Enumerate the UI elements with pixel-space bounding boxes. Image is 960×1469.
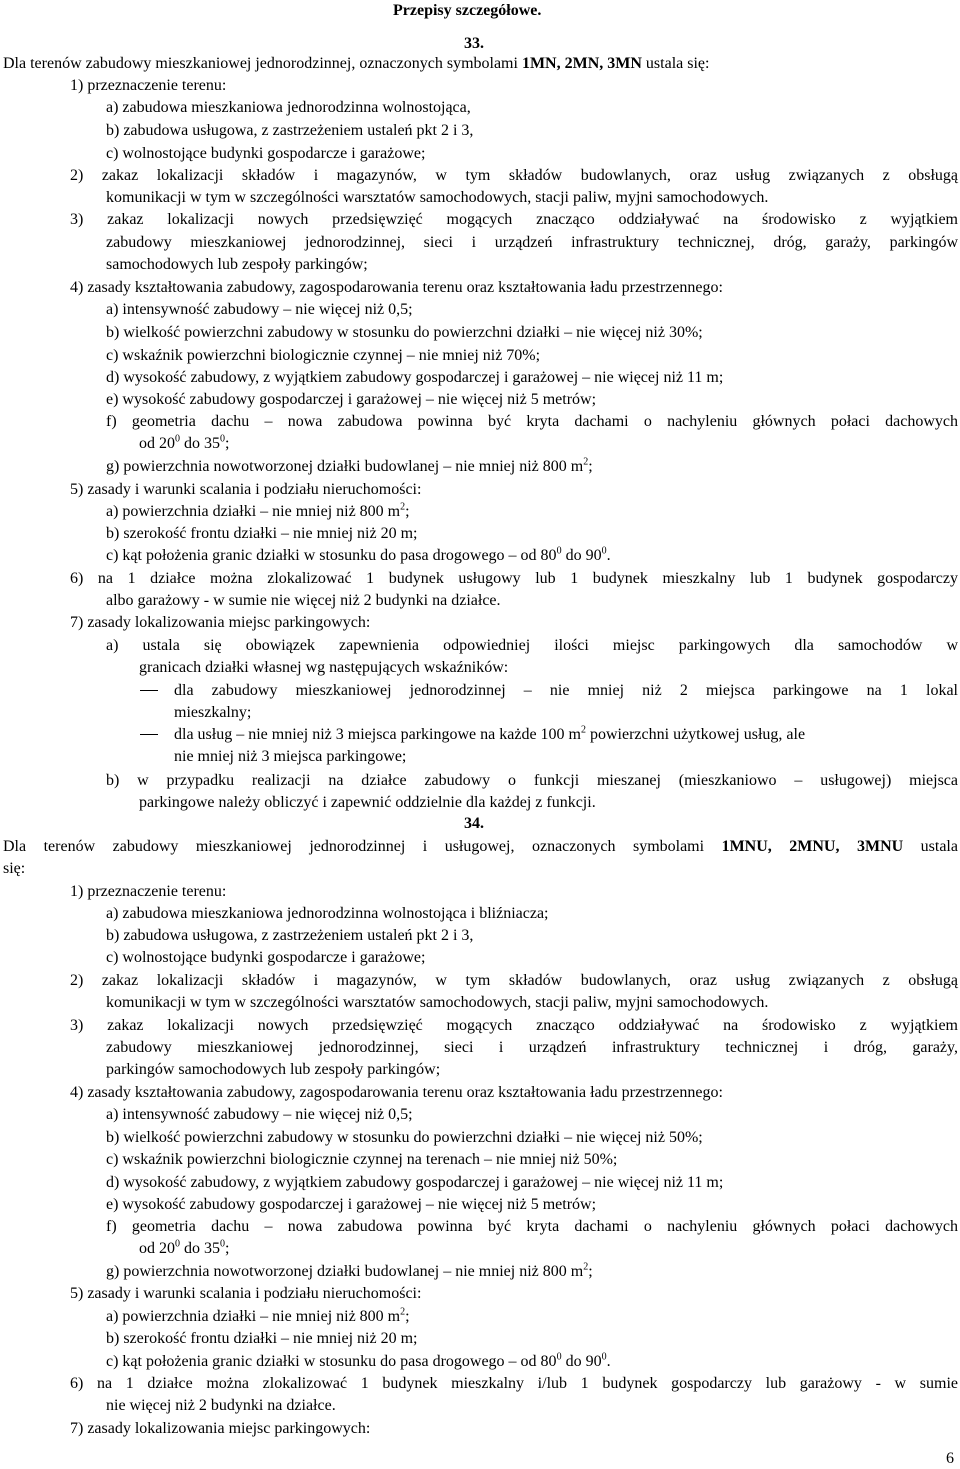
zone-symbols: 1MNU, 2MNU, 3MNU — [721, 838, 904, 855]
paragraph-line: g) powierzchnia nowotworzonej działki budowlanej – nie mniej niż 800 $m^2$; — [106, 1261, 593, 1280]
paragraph-line: b) zabudowa usługowa, z zastrzeżeniem ustaleń pkt 2 i 3, — [106, 122, 474, 139]
paragraph-line: 7) zasady lokalizowania miejsc parkingowych: — [70, 1420, 371, 1437]
paragraph-line: d) wysokość zabudowy, z wyjątkiem zabudowy gospodarczej i garażowej – nie więcej niż 11 m; — [106, 369, 724, 386]
paragraph-line: komunikacji w tym w szczególności warsztatów samochodowych, stacji paliw, myjni samochodowych. — [106, 189, 769, 206]
section-number: 33. — [464, 35, 484, 52]
paragraph-line: b) wielkość powierzchni zabudowy w stosunku do powierzchni działki – nie więcej niż 30%; — [106, 324, 703, 341]
paragraph-line: b) szerokość frontu działki – nie mniej niż 20 m; — [106, 1330, 418, 1347]
paragraph-line: a) intensywność zabudowy – nie więcej niż 0,5; — [106, 301, 413, 318]
paragraph-line: 7) zasady lokalizowania miejsc parkingowych: — [70, 614, 371, 631]
paragraph-line: c) kąt położenia granic działki w stosunku do pasa drogowego – od $80^0$ do $90^0$. — [106, 1351, 611, 1370]
paragraph-line: b) szerokość frontu działki – nie mniej niż 20 m; — [106, 525, 418, 542]
paragraph-line: a) powierzchnia działki – nie mniej niż 800 $m^2$; — [106, 1306, 410, 1325]
paragraph-line: od $20^0$ do $35^0$; — [139, 1238, 230, 1257]
paragraph-line: f) geometria dachu – nowa zabudowa powinna być kryta dachami o nachyleniu głównych połaci dachowych — [106, 413, 958, 430]
paragraph-line: 1) przeznaczenie terenu: — [70, 77, 227, 94]
paragraph-line: 6) na 1 działce można zlokalizować 1 budynek mieszkalny i/lub 1 budynek gospodarczy lub garażowy - w sumie — [70, 1375, 958, 1392]
paragraph-line: komunikacji w tym w szczególności warsztatów samochodowych, stacji paliw, myjni samochodowych. — [106, 994, 769, 1011]
paragraph-line: albo garażowy - w sumie nie więcej niż 2 budynki na działce. — [106, 592, 501, 609]
paragraph-line: zabudowy mieszkaniowej jednorodzinnej, sieci i urządzeń infrastruktury technicznej i dróg, garaży, — [106, 1039, 958, 1056]
list-dash — [140, 734, 158, 735]
page-number: 6 — [946, 1450, 954, 1467]
paragraph-line: a) intensywność zabudowy – nie więcej niż 0,5; — [106, 1106, 413, 1123]
paragraph-line: c) wolnostojące budynki gospodarcze i garażowe; — [106, 145, 426, 162]
paragraph-line: c) wskaźnik powierzchni biologicznie czynnej – nie mniej niż 70%; — [106, 347, 541, 364]
zone-symbols: 1MN, 2MN, 3MN — [521, 55, 642, 72]
paragraph-line: samochodowych lub zespoły parkingów; — [106, 256, 368, 273]
paragraph-line: od $20^0$ do $35^0$; — [139, 433, 230, 452]
section-intro: Dla terenów zabudowy mieszkaniowej jednorodzinnej, oznaczonych symbolami 1MN, 2MN, 3MN ustala się: — [3, 55, 710, 72]
paragraph-line: b) zabudowa usługowa, z zastrzeżeniem ustaleń pkt 2 i 3, — [106, 927, 474, 944]
paragraph-line: 4) zasady kształtowania zabudowy, zagospodarowania terenu oraz kształtowania ładu przestrzennego: — [70, 279, 723, 296]
paragraph-line: zabudowy mieszkaniowej jednorodzinnej, sieci i urządzeń infrastruktury technicznej, dróg, garaży, parkingów — [106, 234, 958, 251]
paragraph-line: e) wysokość zabudowy gospodarczej i garażowej – nie więcej niż 5 metrów; — [106, 1196, 597, 1213]
paragraph-line: a) ustala się obowiązek zapewnienia odpowiedniej ilości miejsc parkingowych dla samochodów w — [106, 637, 958, 654]
paragraph-line: nie więcej niż 2 budynki na działce. — [106, 1397, 336, 1414]
section-number: 34. — [464, 815, 484, 832]
paragraph-line: 4) zasady kształtowania zabudowy, zagospodarowania terenu oraz kształtowania ładu przestrzennego: — [70, 1084, 723, 1101]
paragraph-line: a) zabudowa mieszkaniowa jednorodzinna wolnostojąca, — [106, 99, 471, 116]
paragraph-line: b) wielkość powierzchni zabudowy w stosunku do powierzchni działki – nie więcej niż 50%; — [106, 1129, 703, 1146]
paragraph-line: a) zabudowa mieszkaniowa jednorodzinna wolnostojąca i bliźniacza; — [106, 905, 549, 922]
paragraph-line: d) wysokość zabudowy, z wyjątkiem zabudowy gospodarczej i garażowej – nie więcej niż 11 m; — [106, 1174, 724, 1191]
paragraph-line: g) powierzchnia nowotworzonej działki budowlanej – nie mniej niż 800 $m^2$; — [106, 456, 593, 475]
paragraph-line: a) powierzchnia działki – nie mniej niż 800 $m^2$; — [106, 501, 410, 520]
paragraph-line: b) w przypadku realizacji na działce zabudowy o funkcji mieszanej (mieszkaniowo – usługowej) miejsca — [106, 772, 958, 789]
page-title: Przepisy szczegółowe. — [393, 2, 542, 19]
paragraph-line: 2) zakaz lokalizacji składów i magazynów, w tym składów budowlanych, oraz usług związanych z obsługą — [70, 167, 958, 184]
paragraph-line: 6) na 1 działce można zlokalizować 1 budynek usługowy lub 1 budynek mieszkalny lub 1 budynek gospodarczy — [70, 570, 958, 587]
paragraph-line: nie mniej niż 3 miejsca parkingowe; — [174, 748, 407, 765]
paragraph-line: parkingowe należy obliczyć i zapewnić oddzielnie dla każdej z funkcji. — [139, 794, 596, 811]
paragraph-line: 2) zakaz lokalizacji składów i magazynów, w tym składów budowlanych, oraz usług związanych z obsługą — [70, 972, 958, 989]
paragraph-line: dla usług – nie mniej niż 3 miejsca parkingowe na każde 100 $m^2$ powierzchni użytkowej usług, ale — [174, 724, 806, 743]
paragraph-line: c) wolnostojące budynki gospodarcze i garażowe; — [106, 949, 426, 966]
section-intro: Dla terenów zabudowy mieszkaniowej jednorodzinnej i usługowej, oznaczonych symbolami 1MNU, 2MNU, 3MNU ustala — [3, 838, 958, 855]
paragraph-line: c) kąt położenia granic działki w stosunku do pasa drogowego – od $80^0$ do $90^0$. — [106, 545, 611, 564]
paragraph-line: 3) zakaz lokalizacji nowych przedsięwzięć mogących znacząco oddziaływać na środowisko z wyjątkiem — [70, 1017, 958, 1034]
paragraph-line: c) wskaźnik powierzchni biologicznie czynnej na terenach – nie mniej niż 50%; — [106, 1151, 618, 1168]
paragraph-line: się: — [3, 860, 26, 877]
paragraph-line: e) wysokość zabudowy gospodarczej i garażowej – nie więcej niż 5 metrów; — [106, 391, 597, 408]
paragraph-line: granicach działki własnej wg następujących wskaźników: — [139, 659, 509, 676]
paragraph-line: mieszkalny; — [174, 704, 252, 721]
list-dash — [140, 690, 158, 691]
paragraph-line: parkingów samochodowych lub zespoły parkingów; — [106, 1061, 441, 1078]
paragraph-line: 3) zakaz lokalizacji nowych przedsięwzięć mogących znacząco oddziaływać na środowisko z wyjątkiem — [70, 211, 958, 228]
paragraph-line: 5) zasady i warunki scalania i podziału nieruchomości: — [70, 481, 422, 498]
paragraph-line: f) geometria dachu – nowa zabudowa powinna być kryta dachami o nachyleniu głównych połaci dachowych — [106, 1218, 958, 1235]
paragraph-line: dla zabudowy mieszkaniowej jednorodzinnej – nie mniej niż 2 miejsca parkingowe na 1 lokal — [174, 682, 958, 699]
paragraph-line: 5) zasady i warunki scalania i podziału nieruchomości: — [70, 1285, 422, 1302]
paragraph-line: 1) przeznaczenie terenu: — [70, 883, 227, 900]
